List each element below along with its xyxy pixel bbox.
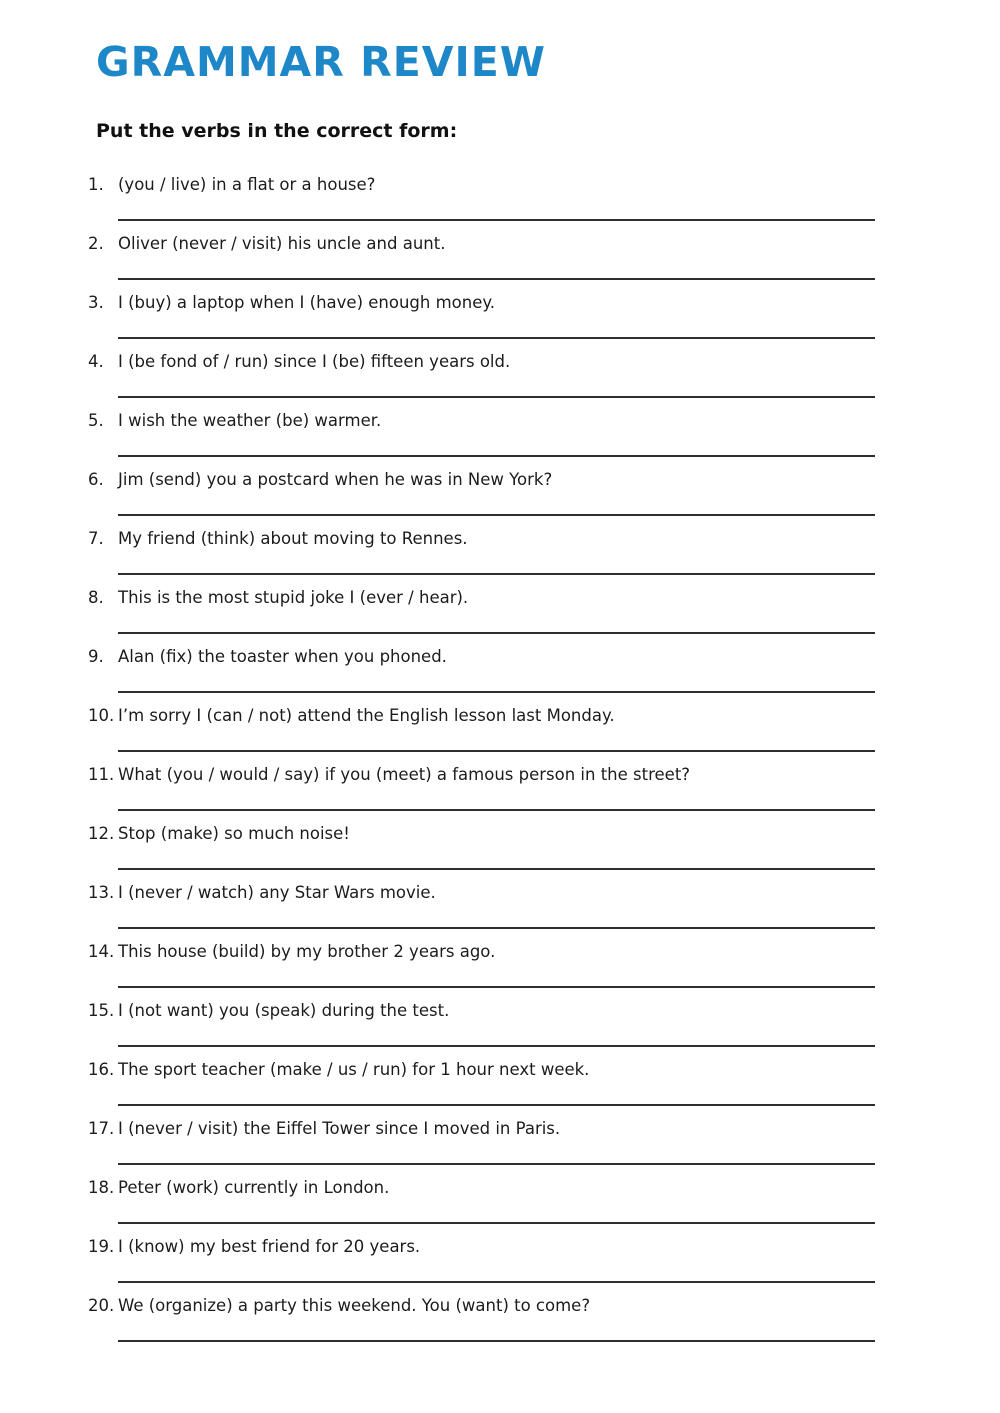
item-text: Peter (work) currently in London. — [118, 1178, 390, 1197]
sentence-row — [88, 232, 940, 256]
item-text: I (never / watch) any Star Wars movie. — [118, 883, 436, 902]
exercise-item — [88, 468, 940, 516]
item-text: I (never / visit) the Eiffel Tower since I moved in Paris. — [118, 1119, 561, 1138]
exercise-item — [88, 645, 940, 693]
exercise-item — [88, 704, 940, 752]
exercise-item — [88, 1294, 940, 1342]
item-number: 3. — [88, 293, 104, 312]
answer-blank-line[interactable] — [118, 1222, 875, 1224]
sentence-row — [88, 822, 940, 846]
sentence-row — [88, 527, 940, 551]
sentence-row — [88, 1176, 940, 1200]
exercise-item — [88, 350, 940, 398]
item-text: We (organize) a party this weekend. You (want) to come? — [118, 1296, 591, 1315]
item-text: Jim (send) you a postcard when he was in New York? — [118, 470, 553, 489]
sentence-row — [88, 1117, 940, 1141]
exercise-item — [88, 1117, 940, 1165]
item-number: 4. — [88, 352, 104, 371]
answer-blank-line[interactable] — [118, 1340, 875, 1342]
exercise-item — [88, 1176, 940, 1224]
answer-blank-line[interactable] — [118, 809, 875, 811]
answer-blank-line[interactable] — [118, 1281, 875, 1283]
sentence-row — [88, 173, 940, 197]
answer-blank-line[interactable] — [118, 750, 875, 752]
item-number: 13. — [88, 883, 115, 902]
item-text: This house (build) by my brother 2 years ago. — [118, 942, 496, 961]
exercise-item — [88, 940, 940, 988]
answer-blank-line[interactable] — [118, 868, 875, 870]
sentence-row — [88, 1058, 940, 1082]
item-number: 12. — [88, 824, 115, 843]
exercise-item — [88, 232, 940, 280]
item-text: I (buy) a laptop when I (have) enough money. — [118, 293, 496, 312]
exercise-item — [88, 409, 940, 457]
answer-blank-line[interactable] — [118, 219, 875, 221]
item-number: 14. — [88, 942, 115, 961]
answer-blank-line[interactable] — [118, 573, 875, 575]
page-title: GRAMMAR REVIEW — [96, 38, 546, 86]
item-text: This is the most stupid joke I (ever / hear). — [118, 588, 469, 607]
answer-blank-line[interactable] — [118, 514, 875, 516]
item-number: 5. — [88, 411, 104, 430]
item-number: 9. — [88, 647, 104, 666]
exercise-list — [88, 173, 940, 1342]
sentence-row — [88, 704, 940, 728]
sentence-row — [88, 468, 940, 492]
answer-blank-line[interactable] — [118, 1163, 875, 1165]
instruction-heading: Put the verbs in the correct form: — [96, 120, 458, 142]
sentence-row — [88, 763, 940, 787]
sentence-row — [88, 999, 940, 1023]
item-number: 18. — [88, 1178, 115, 1197]
exercise-item — [88, 586, 940, 634]
answer-blank-line[interactable] — [118, 1104, 875, 1106]
exercise-item — [88, 173, 940, 221]
sentence-row — [88, 291, 940, 315]
item-text: Oliver (never / visit) his uncle and aunt. — [118, 234, 446, 253]
sentence-row — [88, 1294, 940, 1318]
item-text: I’m sorry I (can / not) attend the English lesson last Monday. — [118, 706, 615, 725]
item-text: (you / live) in a flat or a house? — [118, 175, 376, 194]
exercise-item — [88, 1235, 940, 1283]
exercise-item — [88, 527, 940, 575]
item-number: 7. — [88, 529, 104, 548]
answer-blank-line[interactable] — [118, 927, 875, 929]
answer-blank-line[interactable] — [118, 278, 875, 280]
sentence-row — [88, 1235, 940, 1259]
exercise-item — [88, 822, 940, 870]
answer-blank-line[interactable] — [118, 396, 875, 398]
exercise-item — [88, 881, 940, 929]
item-text: I (be fond of / run) since I (be) fifteen years old. — [118, 352, 511, 371]
answer-blank-line[interactable] — [118, 632, 875, 634]
item-text: The sport teacher (make / us / run) for 1 hour next week. — [118, 1060, 590, 1079]
item-text: What (you / would / say) if you (meet) a famous person in the street? — [118, 765, 691, 784]
exercise-item — [88, 763, 940, 811]
answer-blank-line[interactable] — [118, 337, 875, 339]
item-text: I (know) my best friend for 20 years. — [118, 1237, 421, 1256]
sentence-row — [88, 881, 940, 905]
item-text: Stop (make) so much noise! — [118, 824, 350, 843]
exercise-item — [88, 291, 940, 339]
item-text: I wish the weather (be) warmer. — [118, 411, 382, 430]
item-text: I (not want) you (speak) during the test. — [118, 1001, 450, 1020]
exercise-item — [88, 999, 940, 1047]
item-number: 16. — [88, 1060, 115, 1079]
answer-blank-line[interactable] — [118, 986, 875, 988]
item-number: 1. — [88, 175, 104, 194]
sentence-row — [88, 409, 940, 433]
item-number: 10. — [88, 706, 115, 725]
item-number: 8. — [88, 588, 104, 607]
item-number: 2. — [88, 234, 104, 253]
sentence-row — [88, 586, 940, 610]
sentence-row — [88, 350, 940, 374]
item-number: 15. — [88, 1001, 115, 1020]
item-text: Alan (fix) the toaster when you phoned. — [118, 647, 447, 666]
item-number: 19. — [88, 1237, 115, 1256]
answer-blank-line[interactable] — [118, 691, 875, 693]
item-text: My friend (think) about moving to Rennes. — [118, 529, 468, 548]
sentence-row — [88, 940, 940, 964]
answer-blank-line[interactable] — [118, 1045, 875, 1047]
item-number: 6. — [88, 470, 104, 489]
item-number: 17. — [88, 1119, 115, 1138]
item-number: 11. — [88, 765, 115, 784]
exercise-item — [88, 1058, 940, 1106]
item-number: 20. — [88, 1296, 115, 1315]
answer-blank-line[interactable] — [118, 455, 875, 457]
sentence-row — [88, 645, 940, 669]
